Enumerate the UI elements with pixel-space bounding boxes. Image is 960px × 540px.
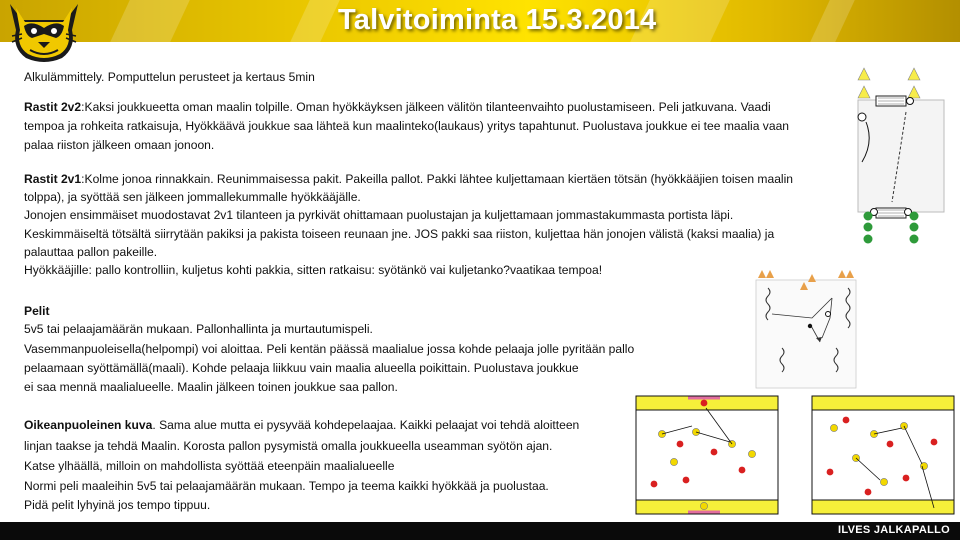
ball-icon bbox=[858, 113, 866, 121]
pelit-line-1: 5v5 tai pelaajamäärän mukaan. Pallonhallinta ja murtautumispeli. bbox=[24, 322, 373, 336]
rastit2v1-line-5: palauttaa pallon pakeille. bbox=[24, 245, 158, 259]
footer-brand: ILVES JALKAPALLO bbox=[838, 524, 950, 536]
oikea-line-1 bbox=[24, 416, 579, 434]
pelit-diagram bbox=[634, 392, 956, 520]
rastit2v2-line-3: palaa riiston jälkeen omaan jonoon. bbox=[24, 138, 215, 152]
rastit2v2-diagram bbox=[846, 62, 956, 252]
pelit-line-4: ei saa mennä maalialueelle. Maalin jälkeen toinen joukkue saa pallon. bbox=[24, 380, 398, 394]
oikea-line-2: linjan taakse ja tehdä Maalin. Korosta pallon pysymistä omalla joukkueella useamman syötön ajan. bbox=[24, 439, 553, 453]
rastit2v1-line-2: tolppa), ja syöttää sen jälkeen jommallekummalle hyökkääjälle. bbox=[24, 190, 361, 204]
ilves-logo-icon bbox=[2, 0, 86, 66]
oikea-line-5: Pidä pelit lyhyinä jos tempo tippuu. bbox=[24, 498, 211, 512]
rastit2v1-line-4: Keskimmäiseltä tötsältä siirrytään pakiksi ja pakista toiseen reunaan jne. JOS pakki saa riiston, kuljettaa hän jonojen välistä (kaksi maalia) ja bbox=[24, 227, 775, 241]
pelit-line-2: Vasemmanpuoleisella(helpompi) voi aloittaa. Peli kentän päässä maalialue jossa kohde pelaaja jolle pyritään pallo bbox=[24, 342, 635, 356]
rastit2v1-text: :Kolme jonoa rinnakkain. Reunimmaisessa pakit. Pakeilla pallot. Pakki lähtee kuljettamaan kiertäen tötsän (hyökkääjien toisen maalin bbox=[81, 172, 794, 186]
ball-icon bbox=[826, 312, 831, 317]
oikea-heading: Oikeanpuoleinen kuva bbox=[24, 418, 153, 432]
rastit2v1-line-3: Jonojen ensimmäiset muodostavat 2v1 tilanteen ja pyrkivät ohittamaan puolustajan ja kuljettamaan jommastakummasta portista läpi. bbox=[24, 208, 734, 222]
rastit2v1-diagram bbox=[752, 268, 862, 392]
footer-bar bbox=[0, 522, 960, 540]
rastit2v2-text: :Kaksi joukkueetta oman maalin tolpille. Oman hyökkäyksen jälkeen välitön tilanteenvaihto puolustamiseen. Peli jatkuvana. Vaadi bbox=[81, 100, 771, 114]
oikea-line-3: Katse ylhäällä, milloin on mahdollista syöttää eteenpäin maalialueelle bbox=[24, 459, 395, 473]
pelit-heading bbox=[24, 302, 50, 320]
intro-text: Alkulämmittely. Pomputtelun perusteet ja kertaus 5min bbox=[24, 70, 315, 84]
rastit2v2-line-2: tempoa ja rohkeita ratkaisuja, Hyökkäävä joukkue saa lähteä kun maalinteko(laukaus) yritys tapahtunut. Puolustava joukkue ei tee maalia vaan bbox=[24, 119, 790, 133]
pelit-heading-text: Pelit bbox=[24, 304, 50, 318]
pelit-line-3: pelaamaan syöttämällä(maali). Kohde pelaaja liikkuu vain maalia alueella poikittain. Puolustava joukkue bbox=[24, 361, 579, 375]
rastit2v1-line-6: Hyökkääjille: pallo kontrolliin, kuljetus kohti pakkia, sitten ratkaisu: syötänkö vai kuljetanko?vaatikaa tempoa! bbox=[24, 263, 603, 277]
oikea-line-4: Normi peli maaleihin 5v5 tai pelaajamäärän mukaan. Tempo ja teema kaikki hyökkää ja puolustaa. bbox=[24, 479, 549, 493]
rastit2v1-line-1 bbox=[24, 170, 793, 188]
rastit2v2-line-1 bbox=[24, 98, 771, 116]
slide-title: Talvitoiminta 15.3.2014 bbox=[338, 4, 657, 36]
rastit2v2-heading: Rastit 2v2 bbox=[24, 100, 82, 114]
rastit2v1-heading: Rastit 2v1 bbox=[24, 172, 82, 186]
oikea-text: . Sama alue mutta ei pysyvää kohdepelaajaa. Kaikki pelaajat voi tehdä aloitteen bbox=[152, 418, 580, 432]
cone-icon bbox=[858, 68, 920, 98]
